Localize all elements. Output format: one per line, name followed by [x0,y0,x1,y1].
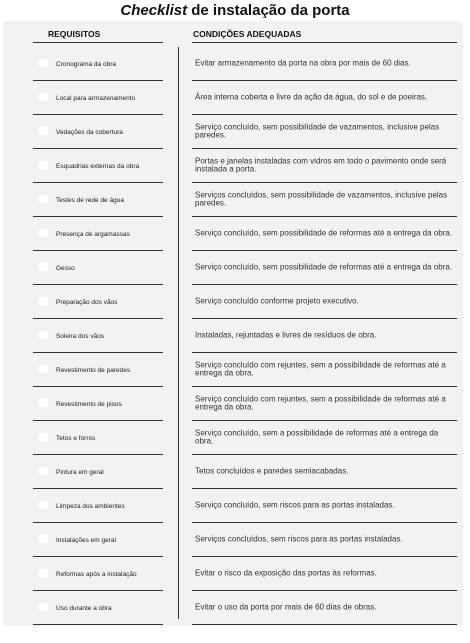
header-requisitos: REQUISITOS [48,29,101,39]
requisito-cell [33,183,163,217]
checkbox[interactable] [39,263,48,271]
header-divider-left [33,42,163,43]
condicao-text: Serviço concluído, sem riscos para as portas instaladas. [195,500,395,510]
condicao-text: Serviço concluído, sem possibilidade de vazamentos, inclusive pelas paredes. [195,121,440,140]
condicao-text: Serviço concluído com rejuntes, sem a possibilidade de reformas até a entrega da obra. [195,393,446,412]
requisito-label: Presença de argamassas [56,231,130,238]
condicao-cell [192,81,457,115]
requisito-cell [33,421,163,455]
requisito-label: Cronograma da obra [56,61,116,68]
condicao-text: Serviço concluído com rejuntes, sem a possibilidade de reformas até a entrega da obra. [195,359,446,378]
table-row [3,353,463,387]
condicao-cell [192,591,457,625]
condicao-cell [192,557,457,591]
condicao-text: Serviço concluído conforme projeto executivo. [195,296,359,306]
requisito-label: Revestimento de pisos [56,401,122,408]
condicao-cell [192,285,457,319]
condicao-cell [192,47,457,81]
requisito-cell [33,489,163,523]
requisito-label: Reformas após a instalação [56,571,137,578]
condicao-cell [192,353,457,387]
table-row [3,421,463,455]
page-title [0,1,470,20]
requisito-cell [33,251,163,285]
checkbox[interactable] [39,603,48,611]
condicao-text: Serviços concluídos, sem possibilidade de vazamentos, inclusive pelas paredes. [195,189,448,208]
checkbox[interactable] [39,161,48,169]
condicao-text: Serviço concluído, sem a possibilidade de reformas até a entrega da obra. [195,427,439,446]
requisito-cell [33,523,163,557]
condicao-text: Serviço concluído, sem possibilidade de reformas até a entrega da obra. [195,262,453,272]
requisito-label: Tetos e forros [56,435,96,442]
requisito-label: Testes de rede de água [56,197,124,204]
requisito-cell [33,285,163,319]
condicao-cell [192,387,457,421]
table-row [3,557,463,591]
condicao-text: Evitar o uso da porta por mais de 60 dias de obras. [195,602,377,612]
requisito-cell [33,115,163,149]
checkbox[interactable] [39,433,48,441]
condicao-text: Portas e janelas instaladas com vidros em todo o pavimento onde será instalada a porta. [195,155,447,174]
condicao-cell [192,251,457,285]
requisito-label: Esquadrias externas da obra [56,163,140,170]
requisito-label: Pintura em geral [56,469,104,476]
header-condicoes: CONDIÇÕES ADEQUADAS [193,29,302,39]
checkbox[interactable] [39,127,48,135]
header-divider-right [192,42,457,43]
condicao-cell [192,115,457,149]
condicao-cell [192,455,457,489]
requisito-cell [33,455,163,489]
requisito-cell [33,81,163,115]
requisito-cell [33,319,163,353]
title-italic: Checklist [120,2,188,19]
requisito-cell [33,353,163,387]
checkbox[interactable] [39,229,48,237]
checkbox[interactable] [39,297,48,305]
table-row [3,591,463,625]
checkbox[interactable] [39,365,48,373]
requisito-label: Soleira dos vãos [56,333,105,340]
table-header [3,29,463,43]
checkbox[interactable] [39,59,48,67]
condicao-text: Serviço concluído, sem possibilidade de reformas até a entrega da obra. [195,228,453,238]
requisito-label: Local para armazenamento [56,95,136,102]
table-row [3,47,463,81]
table-row [3,489,463,523]
condicao-text: Área interna coberta e livre da ação da água, do sol e de poeiras. [195,92,428,102]
table-row [3,251,463,285]
condicao-text: Evitar armazenamento da porta na obra por mais de 60 dias. [195,58,411,68]
condicao-text: Serviços concluídos, sem riscos para as portas instaladas. [195,534,403,544]
checkbox[interactable] [39,93,48,101]
requisito-label: Instalações em geral [56,537,116,544]
requisito-label: Preparação dos vãos [56,299,118,306]
condicao-text: Tetos concluídos e paredes semiacabadas. [195,466,349,476]
condicao-cell [192,421,457,455]
checkbox[interactable] [39,331,48,339]
table-row [3,149,463,183]
condicao-cell [192,523,457,557]
table-row [3,217,463,251]
checkbox[interactable] [39,467,48,475]
checklist-table [3,21,463,626]
table-row [3,81,463,115]
checkbox[interactable] [39,501,48,509]
title-rest: de instalação da porta [187,2,350,19]
table-body [3,47,463,625]
condicao-text: Evitar o risco da exposição das portas às reformas. [195,568,377,578]
requisito-label: Limpeza dos ambientes [56,503,125,510]
condicao-cell [192,489,457,523]
requisito-label: Gesso [56,265,75,272]
requisito-label: Revestimento de paredes [56,367,131,374]
requisito-cell [33,591,163,625]
table-row [3,455,463,489]
condicao-text: Instaladas, rejuntadas e livres de resíduos de obra. [195,330,377,340]
requisito-label: Vedações da cobertura [56,129,123,136]
checkbox[interactable] [39,399,48,407]
condicao-cell [192,149,457,183]
requisito-cell [33,557,163,591]
requisito-cell [33,149,163,183]
checkbox[interactable] [39,569,48,577]
requisito-cell [33,217,163,251]
requisito-cell [33,387,163,421]
checkbox[interactable] [39,535,48,543]
table-row [3,285,463,319]
condicao-cell [192,319,457,353]
table-row [3,319,463,353]
table-row [3,387,463,421]
table-row [3,183,463,217]
condicao-cell [192,217,457,251]
condicao-cell [192,183,457,217]
checkbox[interactable] [39,195,48,203]
table-row [3,523,463,557]
requisito-label: Uso durante a obra [56,605,112,612]
requisito-cell [33,47,163,81]
table-row [3,115,463,149]
